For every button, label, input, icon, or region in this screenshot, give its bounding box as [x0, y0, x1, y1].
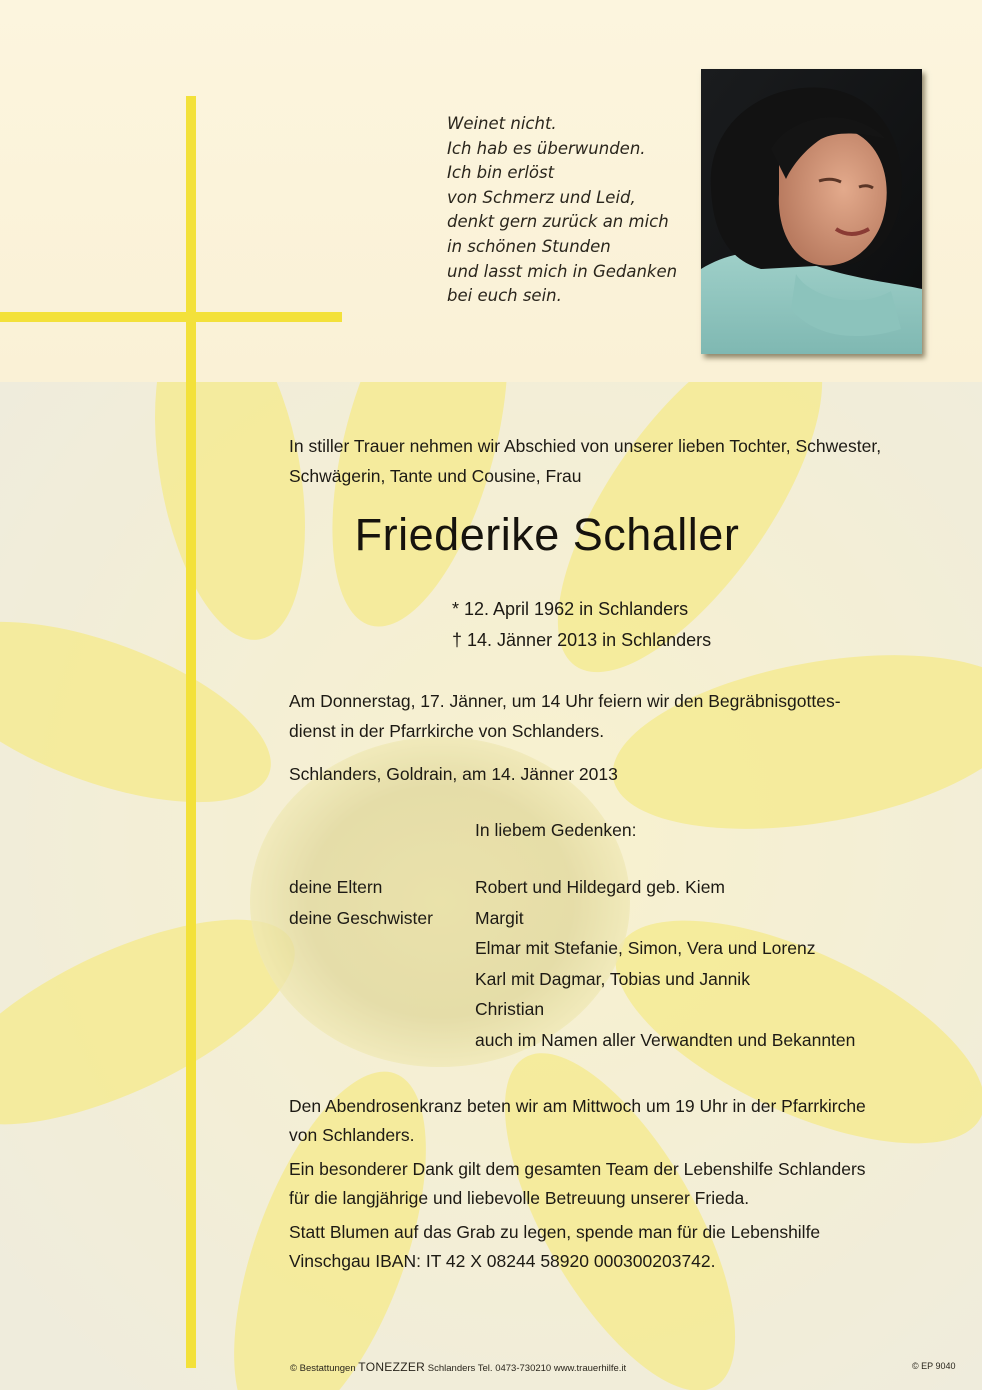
family-row	[289, 964, 855, 995]
family-relation: deine Eltern	[289, 877, 383, 897]
footer-prefix: © Bestattungen	[290, 1363, 356, 1374]
family-relation	[289, 994, 475, 1025]
deceased-name-text: Friederike Schaller	[354, 509, 740, 560]
funeral-line: dienst in der Pfarrkirche von Schlanders.	[289, 721, 605, 741]
family-row	[289, 933, 855, 964]
family-list	[289, 872, 855, 1055]
poem-line: von Schmerz und Leid,	[447, 187, 636, 207]
family-names: Christian	[475, 999, 545, 1019]
portrait-photo	[701, 69, 922, 354]
family-row	[289, 1025, 855, 1056]
family-relation	[289, 1025, 475, 1056]
intro-text	[289, 431, 881, 491]
family-names: auch im Namen aller Verwandten und Bekannten	[475, 1029, 856, 1050]
family-row	[289, 903, 855, 934]
family-names: Robert und Hildegard geb. Kiem	[475, 877, 726, 897]
family-names: Margit	[475, 907, 524, 928]
poem-line: und lasst mich in Gedanken	[447, 261, 678, 281]
rosary-line: von Schlanders.	[289, 1125, 415, 1145]
template-code: © EP 9040	[912, 1361, 956, 1371]
family-relation	[289, 964, 475, 995]
donation-line: Vinschgau IBAN: IT 42 X 08244 58920 000300203742.	[289, 1251, 716, 1271]
funeral-line: Am Donnerstag, 17. Jänner, um 14 Uhr feiern wir den Begräbnisgottes-	[289, 691, 841, 711]
poem-line: denkt gern zurück an mich	[447, 212, 669, 232]
footer-brand: TONEZZER	[358, 1360, 426, 1374]
poem-line: Ich hab es überwunden.	[447, 138, 646, 158]
place-date: Schlanders, Goldrain, am 14. Jänner 2013	[289, 764, 618, 784]
death-date: † 14. Jänner 2013 in Schlanders	[452, 630, 712, 650]
poem	[447, 112, 687, 309]
cross-vertical-bar	[186, 96, 196, 1368]
donation-line: Statt Blumen auf das Grab zu legen, spende man für die Lebenshilfe	[289, 1222, 821, 1242]
intro-line: Schwägerin, Tante und Cousine, Frau	[289, 466, 582, 486]
family-relation	[289, 933, 475, 964]
deceased-name	[0, 509, 982, 561]
rosary-line: Den Abendrosenkranz beten wir am Mittwoch um 19 Uhr in der Pfarrkirche	[289, 1096, 866, 1116]
memory-heading: In liebem Gedenken:	[475, 820, 637, 840]
poem-line: bei euch sein.	[447, 286, 562, 306]
thanks-line: für die langjährige und liebevolle Betreuung unserer Frieda.	[289, 1188, 750, 1208]
poem-line: Ich bin erlöst	[447, 163, 555, 183]
funeral-notice	[289, 686, 841, 746]
family-relation: deine Geschwister	[289, 907, 433, 928]
thanks-notice	[289, 1155, 866, 1213]
footer-contact: Schlanders Tel. 0473-730210 www.trauerhilfe.it	[427, 1363, 627, 1374]
poem-line: Weinet nicht.	[447, 114, 557, 133]
life-dates	[452, 594, 711, 656]
footer	[290, 1360, 626, 1374]
family-row	[289, 872, 855, 903]
thanks-line: Ein besonderer Dank gilt dem gesamten Team der Lebenshilfe Schlanders	[289, 1159, 866, 1179]
rosary-notice	[289, 1092, 866, 1150]
family-names: Elmar mit Stefanie, Simon, Vera und Lorenz	[475, 938, 816, 958]
poem-line: in schönen Stunden	[447, 236, 611, 256]
birth-date: * 12. April 1962 in Schlanders	[452, 599, 689, 619]
cross-horizontal-bar	[0, 312, 342, 322]
family-names: Karl mit Dagmar, Tobias und Jannik	[475, 968, 750, 989]
donation-notice	[289, 1218, 820, 1276]
intro-line: In stiller Trauer nehmen wir Abschied von unserer lieben Tochter, Schwester,	[289, 436, 882, 456]
family-row	[289, 994, 855, 1025]
